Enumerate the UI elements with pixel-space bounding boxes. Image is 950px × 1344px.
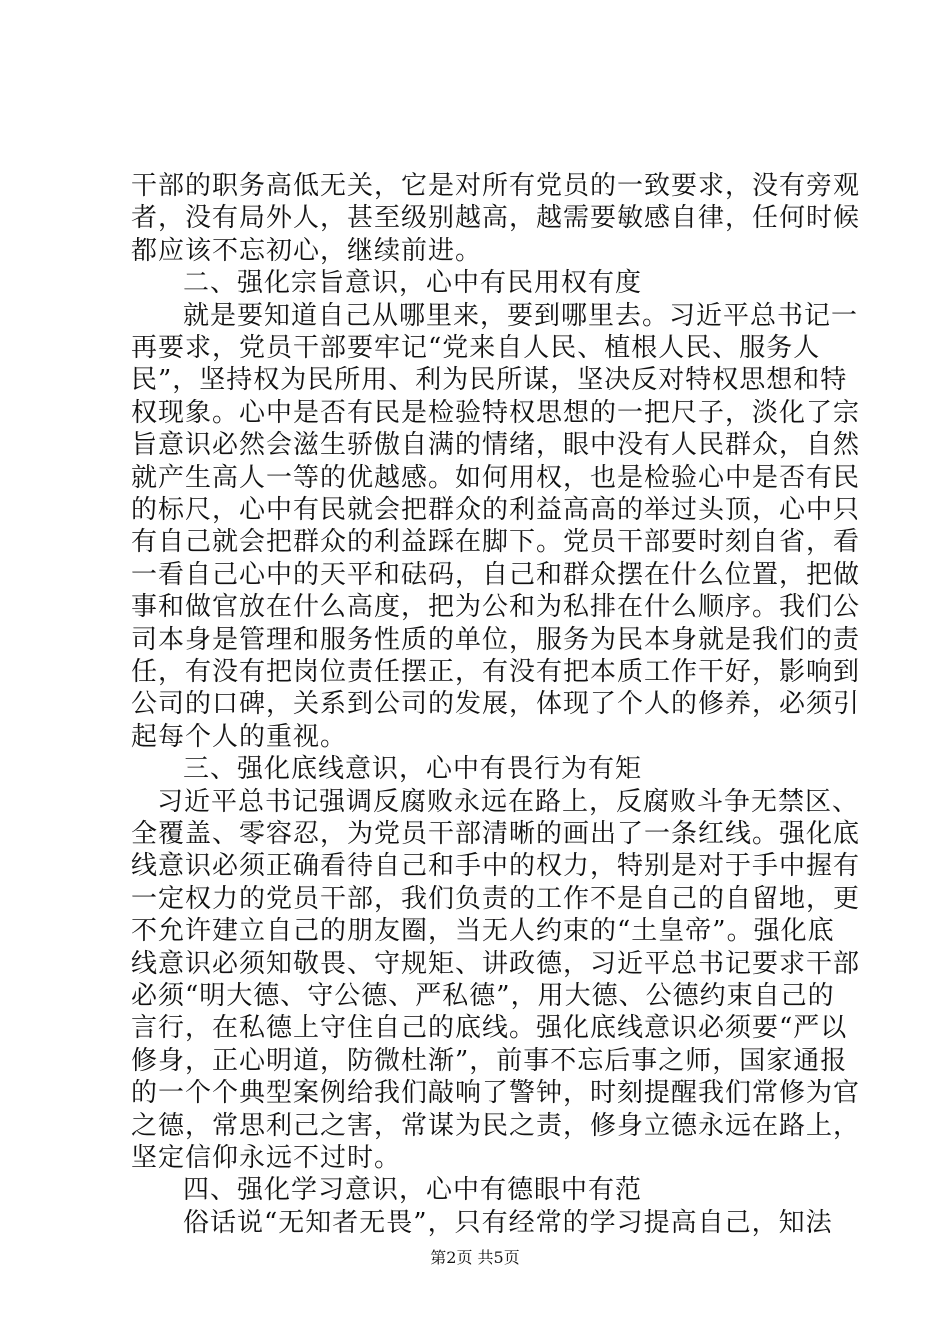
body-line: 事和做官放在什么高度，把为公和为私排在什么顺序。我们公: [131, 592, 861, 623]
body-line: 线意识必须知敬畏、守规矩、讲政德，习近平总书记要求干部: [131, 948, 861, 979]
body-line: 有自己就会把群众的利益踩在脚下。党员干部要时刻自省，看: [131, 527, 861, 558]
body-line: 的标尺，心中有民就会把群众的利益高高的举过头顶，心中只: [131, 495, 861, 525]
body-line: 之德，常思利己之害，常谋为民之责，修身立德永远在路上，: [131, 1110, 861, 1141]
body-line: 就是要知道自己从哪里来，要到哪里去。习近平总书记一: [183, 300, 859, 331]
body-line: 再要求，党员干部要牢记“党来自人民、植根人民、服务人: [131, 333, 821, 363]
body-line: 就产生高人一等的优越感。如何用权，也是检验心中是否有民: [131, 462, 861, 493]
body-line: 都应该不忘初心，继续前进。: [131, 235, 483, 266]
body-line: 不允许建立自己的朋友圈，当无人约束的“土皇帝”。强化底: [131, 916, 835, 947]
body-line: 修身，正心明道，防微杜渐”，前事不忘后事之师，国家通报: [131, 1045, 848, 1076]
body-line: 民”，坚持权为民所用、利为民所谋，坚决反对特权思想和特: [131, 365, 848, 396]
body-line: 习近平总书记强调反腐败永远在路上，反腐败斗争无禁区、: [157, 786, 860, 817]
body-line: 任，有没有把岗位责任摆正，有没有把本质工作干好，影响到: [131, 657, 861, 687]
section-heading: 三、强化底线意识，心中有畏行为有矩: [183, 754, 643, 785]
section-heading: 二、强化宗旨意识，心中有民用权有度: [183, 268, 643, 299]
body-line: 权现象。心中是否有民是检验特权思想的一把尺子，淡化了宗: [131, 397, 861, 428]
body-line: 旨意识必然会滋生骄傲自满的情绪，眼中没有人民群众，自然: [131, 430, 861, 461]
body-line: 言行，在私德上守住自己的底线。强化底线意识必须要“严以: [131, 1013, 848, 1044]
body-line: 坚定信仰永远不过时。: [131, 1143, 402, 1173]
body-line: 必须“明大德、守公德、严私德”，用大德、公德约束自己的: [131, 981, 835, 1011]
body-line: 全覆盖、零容忍，为党员干部清晰的画出了一条红线。强化底: [131, 819, 861, 849]
body-line: 干部的职务高低无关，它是对所有党员的一致要求，没有旁观: [131, 171, 861, 201]
body-line: 起每个人的重视。: [131, 721, 348, 752]
body-line: 一定权力的党员干部，我们负责的工作不是自己的自留地，更: [131, 883, 861, 914]
page-footer: 第2页 共5页: [430, 1248, 520, 1267]
body-line: 一看自己心中的天平和砝码，自己和群众摆在什么位置，把做: [131, 559, 861, 590]
section-heading: 四、强化学习意识，心中有德眼中有范: [183, 1175, 643, 1206]
body-line: 俗话说“无知者无畏”，只有经常的学习提高自己，知法: [183, 1207, 833, 1238]
body-line: 者，没有局外人，甚至级别越高，越需要敏感自律，任何时候: [131, 203, 861, 234]
body-line: 公司的口碑，关系到公司的发展，体现了个人的修养，必须引: [131, 689, 861, 720]
body-line: 司本身是管理和服务性质的单位，服务为民本身就是我们的责: [131, 624, 861, 655]
body-line: 线意识必须正确看待自己和手中的权力，特别是对于手中握有: [131, 851, 861, 882]
body-line: 的一个个典型案例给我们敲响了警钟，时刻提醒我们常修为官: [131, 1078, 861, 1109]
